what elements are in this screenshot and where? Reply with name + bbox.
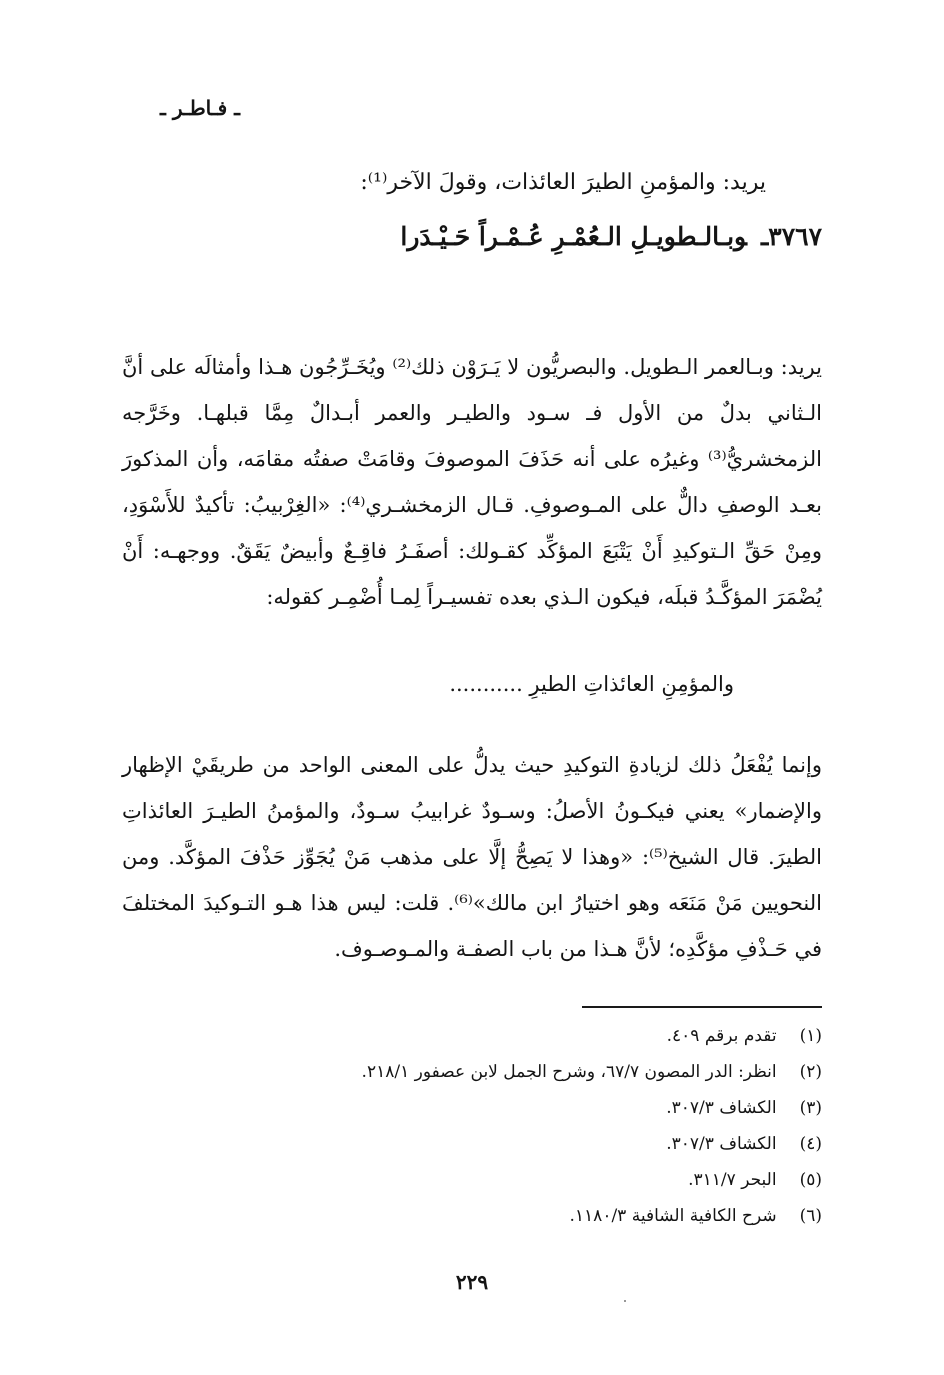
footnote-text: تقدم برقم ٤٠٩. — [666, 1026, 777, 1046]
verse-number: ٣٧٦٧ـ — [760, 222, 822, 251]
footnote-number: (١) — [799, 1026, 822, 1046]
body-paragraph-1: يريد: وبـالعمر الـطويل. والبصريُّون لا يَـرَوْن ذلك⁽²⁾ ويُخَـرِّجُون هـذا وأمثالَه على أنَّ الـثاني بدلٌ من الأول فـ سـود والطيـر والعمر أبـدالٌ مِمَّا قبلهـا. وخَرَّجه الزمخشريُّ⁽³⁾ وغيرُه على أنه حَذَفَ الموصوفَ وقامَتْ صفتُه مقامَه، وأن المذكورَ بعـد الوصفِ دالٌّ على المـوصوفِ. قـال الزمخشـري⁽⁴⁾: «الغِرْبيبُ: تأكيدٌ للأَسْوَدِ، ومِنْ حَقِّ الـتوكيدِ أَنْ يَتْبَعَ المؤكِّد كقـولك: أصفَـرُ فاقِـعٌ وأبيضٌ يَقَقٌ. ووجهـه: أَنْ يُضْمَرَ المؤكَّـدُ قبلَه، فيكون الـذي بعده تفسيـراً لِمـا أُضْمِـر كقوله: — [122, 355, 822, 609]
footnotes-list — [122, 1018, 822, 1234]
footnote-item — [122, 1090, 822, 1126]
running-header: ـ فـاطـر ـ — [160, 96, 240, 120]
footnote-number: (٢) — [799, 1062, 822, 1082]
footnote-text: الكشاف ٣٠٧/٣. — [666, 1134, 777, 1154]
poetry-verse — [102, 222, 822, 251]
footnote-separator — [582, 1006, 822, 1008]
footnote-number: (٣) — [799, 1098, 822, 1118]
quoted-verse-line: والمؤمِنِ العائذاتِ الطيرِ ........... — [449, 672, 734, 696]
footnote-text: انظر: الدر المصون ٦٧/٧، وشرح الجمل لابن عصفور ٢١٨/١. — [361, 1062, 777, 1082]
body-paragraph-2: وإنما يُفْعَلُ ذلك لزيادةِ التوكيدِ حيث يدلُّ على المعنى الواحد من طريقَيْ الإظهار والإضمار» يعني فيكـونُ الأصلُ: وسـودٌ غرابيبُ سـودٌ، والمؤمنُ الطيـرَ العائذاتِ الطيرَ. قال الشيخ⁽⁵⁾: «وهذا لا يَصِحُّ إلَّا على مذهب مَنْ يُجَوِّز حَذْفَ المؤكَّد. ومن النحويين مَنْ مَنَعَه وهو اختيارُ ابن مالك»⁽⁶⁾. قلت: ليس هذا هـو التـوكيدَ المختلفَ في حَـذْفِ مؤكَّدِه؛ لأنَّ هـذا من باب الصفـة والمـوصـوف. — [122, 753, 822, 961]
footnote-item — [122, 1198, 822, 1234]
footnote-item — [122, 1126, 822, 1162]
footnote-text: البحر ٣١١/٧. — [688, 1170, 777, 1190]
footnote-number: (٤) — [799, 1134, 822, 1154]
verse-text: وبـالـطويـلِ الـعُمْـرِ عُـمْـراً حَـيْـدَرا — [400, 222, 747, 251]
footnote-number: (٦) — [799, 1206, 822, 1226]
verse-intro: يريد: والمؤمنِ الطيرَ العائذات، وقولَ الآخر⁽¹⁾: — [360, 170, 766, 195]
page-number: ٢٢٩ — [455, 1270, 489, 1294]
footnote-number: (٥) — [799, 1170, 822, 1190]
footnote-item — [122, 1162, 822, 1198]
scan-speck — [624, 1300, 626, 1302]
footnote-item — [122, 1054, 822, 1090]
footnote-item — [122, 1018, 822, 1054]
footnote-text: الكشاف ٣٠٧/٣. — [666, 1098, 777, 1118]
footnote-text: شرح الكافية الشافية ١١٨٠/٣. — [569, 1206, 777, 1226]
